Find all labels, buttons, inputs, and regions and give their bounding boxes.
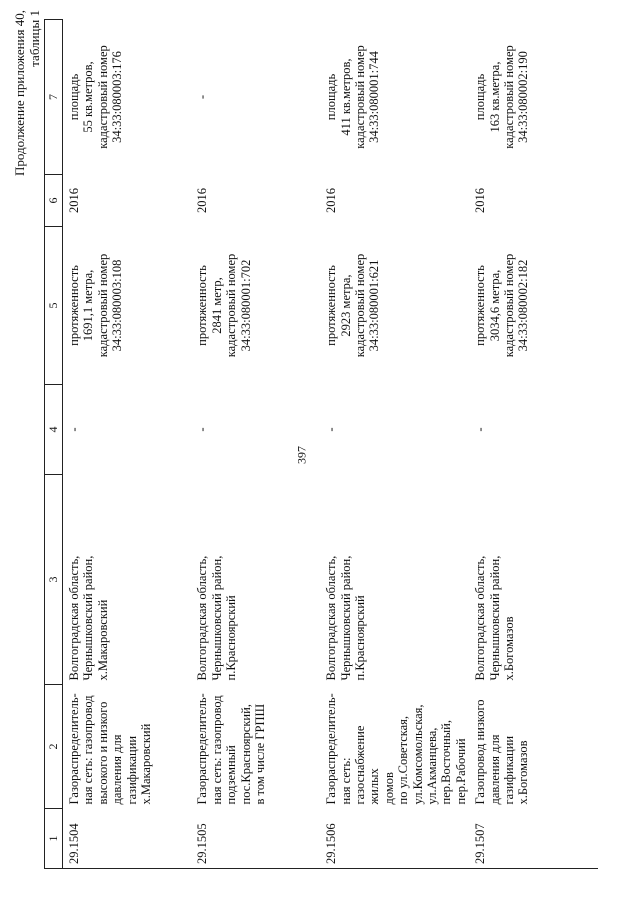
text-line: 34:33:080002:182 xyxy=(516,259,531,352)
text-line: Чернышковский район, xyxy=(338,555,353,681)
cell-col4: - xyxy=(195,427,210,432)
text-line: Газораспределитель- xyxy=(324,693,339,805)
text-line: протяженность xyxy=(195,265,210,346)
text-line: ул.Акманцева, xyxy=(424,727,439,805)
text-line: 34:33:080003:108 xyxy=(110,259,125,352)
cell-year: 2016 xyxy=(67,188,81,213)
text-line: Волгоградская область, xyxy=(195,555,210,681)
text-line: пер.Рабочий xyxy=(453,738,468,805)
text-line: пер.Восточный, xyxy=(439,720,454,805)
text-line: 411 кв.метров, xyxy=(338,58,353,136)
text-line: протяженность xyxy=(324,265,339,346)
cell-name xyxy=(63,685,192,809)
text-line: п.Красноярский xyxy=(224,595,239,681)
text-line: газоснабжение жилых xyxy=(352,725,382,805)
text-line: кадастровый номер xyxy=(95,253,110,358)
cell-address xyxy=(320,475,469,685)
cell-area xyxy=(469,20,598,175)
text-line: - xyxy=(195,94,210,100)
table-caption xyxy=(12,10,42,176)
cell-area xyxy=(191,20,320,175)
text-line: Волгоградская область, xyxy=(473,555,488,681)
text-line: х.Богомазов xyxy=(501,616,516,681)
text-line: пос.Красноярский, xyxy=(238,704,253,805)
text-line: 55 кв.метров, xyxy=(81,61,96,133)
cell-name xyxy=(320,685,469,809)
text-line: 2841 метр, xyxy=(209,277,224,334)
column-header-2: 2 xyxy=(45,685,63,809)
text-line: 34:33:080003:176 xyxy=(110,51,125,143)
text-line: протяженность xyxy=(473,265,488,346)
cell-length xyxy=(63,227,192,385)
text-line: протяженность xyxy=(67,265,81,346)
cell-name xyxy=(191,685,320,809)
cell-id: 29.1505 xyxy=(191,809,320,869)
text-line: Чернышковский район, xyxy=(81,555,96,681)
cell-name xyxy=(469,685,598,809)
text-line: кадастровый номер xyxy=(352,253,367,358)
column-header-6: 6 xyxy=(45,175,63,227)
cell-length xyxy=(469,227,598,385)
text-line: х.Макаровский xyxy=(139,723,154,805)
text-line: газификации xyxy=(501,735,516,805)
cell-id: 29.1504 xyxy=(63,809,192,869)
cell-col4: - xyxy=(324,427,339,432)
text-line: 34:33:080002:190 xyxy=(516,51,531,143)
header-row xyxy=(45,20,63,869)
cell-length xyxy=(320,227,469,385)
column-header-4: 4 xyxy=(45,385,63,475)
text-line: Чернышковский район, xyxy=(487,555,502,681)
text-line: 163 кв.метра, xyxy=(487,61,502,133)
column-header-7: 7 xyxy=(45,20,63,175)
text-line: Газораспределитель- xyxy=(195,693,210,805)
text-line: 34:33:080001:744 xyxy=(367,51,382,143)
cell-area xyxy=(320,20,469,175)
cell-area xyxy=(63,20,192,175)
text-line: площадь xyxy=(67,73,81,121)
cell-address xyxy=(191,475,320,685)
text-line: 2923 метра, xyxy=(338,274,353,337)
text-line: по ул.Советская, xyxy=(396,715,411,805)
text-line: площадь xyxy=(473,73,488,121)
text-line: кадастровый номер xyxy=(501,253,516,358)
text-line: ная сеть: газопровод xyxy=(81,695,96,805)
text-line: домов xyxy=(381,772,396,805)
text-line: х.Богомазов xyxy=(516,740,531,805)
page-number: 397 xyxy=(294,446,309,464)
text-line: кадастровый номер xyxy=(352,45,367,149)
text-line: в том числе ГРПШ xyxy=(252,703,267,805)
text-line: кадастровый номер xyxy=(501,45,516,149)
caption-line-1: Продолжение приложения 40, xyxy=(12,10,27,177)
text-line: площадь xyxy=(324,73,339,121)
text-line: Чернышковский район, xyxy=(209,555,224,681)
table-row xyxy=(63,20,192,869)
caption-line-2: таблицы 1 xyxy=(27,10,42,67)
column-header-3: 3 xyxy=(45,475,63,685)
cell-col4: - xyxy=(473,427,488,432)
cell-length xyxy=(191,227,320,385)
cell-year: 2016 xyxy=(473,188,488,213)
cell-address xyxy=(63,475,192,685)
text-line: давления для xyxy=(487,734,502,805)
text-line: ная сеть: xyxy=(338,757,353,805)
text-line: Волгоградская область, xyxy=(324,555,339,681)
cell-col4: - xyxy=(67,427,81,432)
text-line: 3034,6 метра, xyxy=(487,269,502,342)
text-line: давления для xyxy=(110,734,125,805)
column-header-5: 5 xyxy=(45,227,63,385)
text-line: Волгоградская область, xyxy=(67,555,81,681)
cell-address xyxy=(469,475,598,685)
column-header-1: 1 xyxy=(45,809,63,869)
text-line: кадастровый номер xyxy=(95,45,110,149)
table-row xyxy=(469,20,598,869)
table-row xyxy=(191,20,320,869)
cell-year: 2016 xyxy=(324,188,339,213)
text-line: 1691,1 метра, xyxy=(81,269,96,342)
table-row xyxy=(320,20,469,869)
cell-id: 29.1507 xyxy=(469,809,598,869)
cell-id: 29.1506 xyxy=(320,809,469,869)
text-line: высокого и низкого xyxy=(95,701,110,805)
text-line: подземный xyxy=(224,745,239,805)
text-line: ул.Комсомольская, xyxy=(410,704,425,805)
cell-year: 2016 xyxy=(195,188,210,213)
text-line: х.Макаровский xyxy=(95,599,110,681)
text-line: кадастровый номер xyxy=(224,253,239,358)
data-table xyxy=(44,19,598,869)
text-line: Газопровод низкого xyxy=(473,699,488,805)
text-line: 34:33:080001:702 xyxy=(238,259,253,352)
text-line: 34:33:080001:621 xyxy=(367,259,382,352)
text-line: ная сеть: газопровод xyxy=(209,695,224,805)
text-line: газификации xyxy=(124,735,139,805)
text-line: п.Красноярский xyxy=(352,595,367,681)
text-line: Газораспределитель- xyxy=(67,693,81,805)
